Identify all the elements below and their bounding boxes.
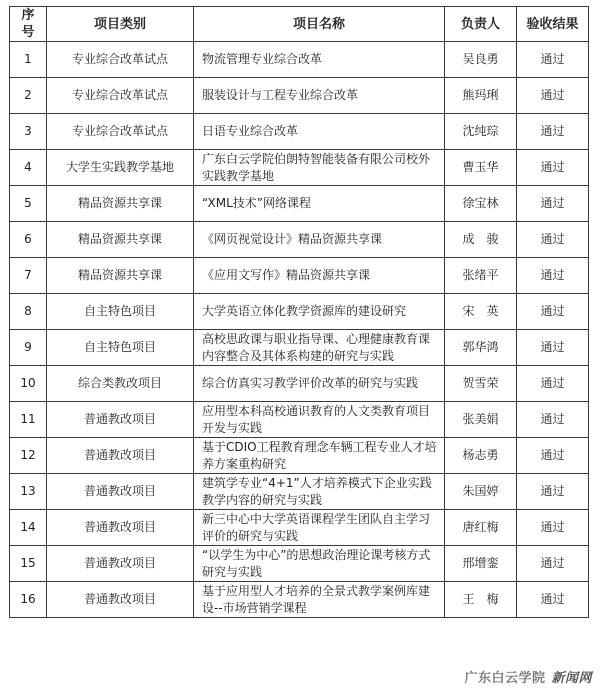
- cell-name: 高校思政课与职业指导课、心理健康教育课内容整合及其体系构建的研究与实践: [194, 330, 445, 366]
- cell-category: 精品资源共享课: [47, 258, 194, 294]
- cell-no: 1: [10, 42, 47, 78]
- table-row: [10, 78, 589, 114]
- cell-leader: 杨志勇: [445, 438, 517, 474]
- cell-no: 16: [10, 582, 47, 618]
- cell-no: 11: [10, 402, 47, 438]
- cell-no: 6: [10, 222, 47, 258]
- cell-result: 通过: [517, 78, 589, 114]
- table-row: [10, 474, 589, 510]
- cell-no: 4: [10, 150, 47, 186]
- table-row: [10, 294, 589, 330]
- cell-result: 通过: [517, 546, 589, 582]
- cell-no: 14: [10, 510, 47, 546]
- cell-result: 通过: [517, 330, 589, 366]
- cell-leader: 曹玉华: [445, 150, 517, 186]
- cell-no: 13: [10, 474, 47, 510]
- table-row: [10, 438, 589, 474]
- cell-no: 12: [10, 438, 47, 474]
- table-row: [10, 546, 589, 582]
- cell-name: 《应用文写作》精品资源共享课: [194, 258, 445, 294]
- cell-no: 7: [10, 258, 47, 294]
- cell-no: 3: [10, 114, 47, 150]
- cell-category: 大学生实践教学基地: [47, 150, 194, 186]
- cell-leader: 宋 英: [445, 294, 517, 330]
- cell-no: 15: [10, 546, 47, 582]
- cell-result: 通过: [517, 366, 589, 402]
- table-body: [10, 42, 589, 618]
- cell-name: 大学英语立体化教学资源库的建设研究: [194, 294, 445, 330]
- table-row: [10, 330, 589, 366]
- watermark-brand: 新闻网: [551, 671, 592, 686]
- cell-no: 2: [10, 78, 47, 114]
- cell-category: 自主特色项目: [47, 330, 194, 366]
- cell-result: 通过: [517, 150, 589, 186]
- cell-leader: 吴良勇: [445, 42, 517, 78]
- cell-name: “以学生为中心”的思想政治理论课考核方式研究与实践: [194, 546, 445, 582]
- cell-name: 建筑学专业“4+1”人才培养模式下企业实践教学内容的研究与实践: [194, 474, 445, 510]
- cell-category: 精品资源共享课: [47, 222, 194, 258]
- cell-name: 日语专业综合改革: [194, 114, 445, 150]
- cell-name: 新三中心中大学英语课程学生团队自主学习评价的研究与实践: [194, 510, 445, 546]
- cell-leader: 贺雪荣: [445, 366, 517, 402]
- cell-leader: 徐宝林: [445, 186, 517, 222]
- cell-result: 通过: [517, 510, 589, 546]
- cell-result: 通过: [517, 294, 589, 330]
- cell-leader: 沈纯琮: [445, 114, 517, 150]
- cell-result: 通过: [517, 42, 589, 78]
- cell-category: 普通教改项目: [47, 582, 194, 618]
- cell-leader: 成 骏: [445, 222, 517, 258]
- cell-leader: 朱国婷: [445, 474, 517, 510]
- cell-no: 9: [10, 330, 47, 366]
- cell-name: “XML技术”网络课程: [194, 186, 445, 222]
- cell-leader: 唐红梅: [445, 510, 517, 546]
- cell-no: 8: [10, 294, 47, 330]
- cell-name: 服装设计与工程专业综合改革: [194, 78, 445, 114]
- table-row: [10, 258, 589, 294]
- header-name: 项目名称: [194, 7, 445, 42]
- cell-result: 通过: [517, 186, 589, 222]
- cell-name: 基于应用型人才培养的全景式教学案例库建设--市场营销学课程: [194, 582, 445, 618]
- cell-category: 普通教改项目: [47, 474, 194, 510]
- table-row: [10, 402, 589, 438]
- project-acceptance-table: [9, 6, 589, 618]
- cell-leader: 熊玛琍: [445, 78, 517, 114]
- table-row: [10, 114, 589, 150]
- cell-category: 普通教改项目: [47, 546, 194, 582]
- header-category: 项目类别: [47, 7, 194, 42]
- cell-leader: 郭华鸿: [445, 330, 517, 366]
- cell-name: 应用型本科高校通识教育的人文类教育项目开发与实践: [194, 402, 445, 438]
- cell-result: 通过: [517, 258, 589, 294]
- cell-category: 普通教改项目: [47, 438, 194, 474]
- cell-result: 通过: [517, 582, 589, 618]
- table-row: [10, 186, 589, 222]
- header-leader: 负责人: [445, 7, 517, 42]
- cell-result: 通过: [517, 438, 589, 474]
- cell-result: 通过: [517, 222, 589, 258]
- table-row: [10, 582, 589, 618]
- header-result: 验收结果: [517, 7, 589, 42]
- cell-category: 自主特色项目: [47, 294, 194, 330]
- table-row: [10, 366, 589, 402]
- header-no: 序号: [10, 7, 47, 42]
- cell-no: 10: [10, 366, 47, 402]
- cell-result: 通过: [517, 474, 589, 510]
- cell-name: 广东白云学院伯朗特智能装备有限公司校外实践教学基地: [194, 150, 445, 186]
- cell-category: 普通教改项目: [47, 402, 194, 438]
- cell-leader: 邢增銮: [445, 546, 517, 582]
- cell-leader: 张绪平: [445, 258, 517, 294]
- table-row: [10, 42, 589, 78]
- cell-category: 精品资源共享课: [47, 186, 194, 222]
- cell-category: 专业综合改革试点: [47, 42, 194, 78]
- cell-result: 通过: [517, 114, 589, 150]
- cell-name: 《网页视觉设计》精品资源共享课: [194, 222, 445, 258]
- cell-category: 普通教改项目: [47, 510, 194, 546]
- watermark: [464, 667, 592, 686]
- cell-category: 专业综合改革试点: [47, 78, 194, 114]
- cell-leader: 张美娟: [445, 402, 517, 438]
- cell-category: 综合类教改项目: [47, 366, 194, 402]
- cell-leader: 王 梅: [445, 582, 517, 618]
- table-row: [10, 150, 589, 186]
- cell-name: 物流管理专业综合改革: [194, 42, 445, 78]
- table-row: [10, 222, 589, 258]
- table-row: [10, 510, 589, 546]
- watermark-text: 广东白云学院: [464, 671, 546, 686]
- table-header-row: [10, 7, 589, 42]
- cell-result: 通过: [517, 402, 589, 438]
- cell-name: 基于CDIO工程教育理念车辆工程专业人才培养方案重构研究: [194, 438, 445, 474]
- cell-no: 5: [10, 186, 47, 222]
- cell-name: 综合仿真实习教学评价改革的研究与实践: [194, 366, 445, 402]
- cell-category: 专业综合改革试点: [47, 114, 194, 150]
